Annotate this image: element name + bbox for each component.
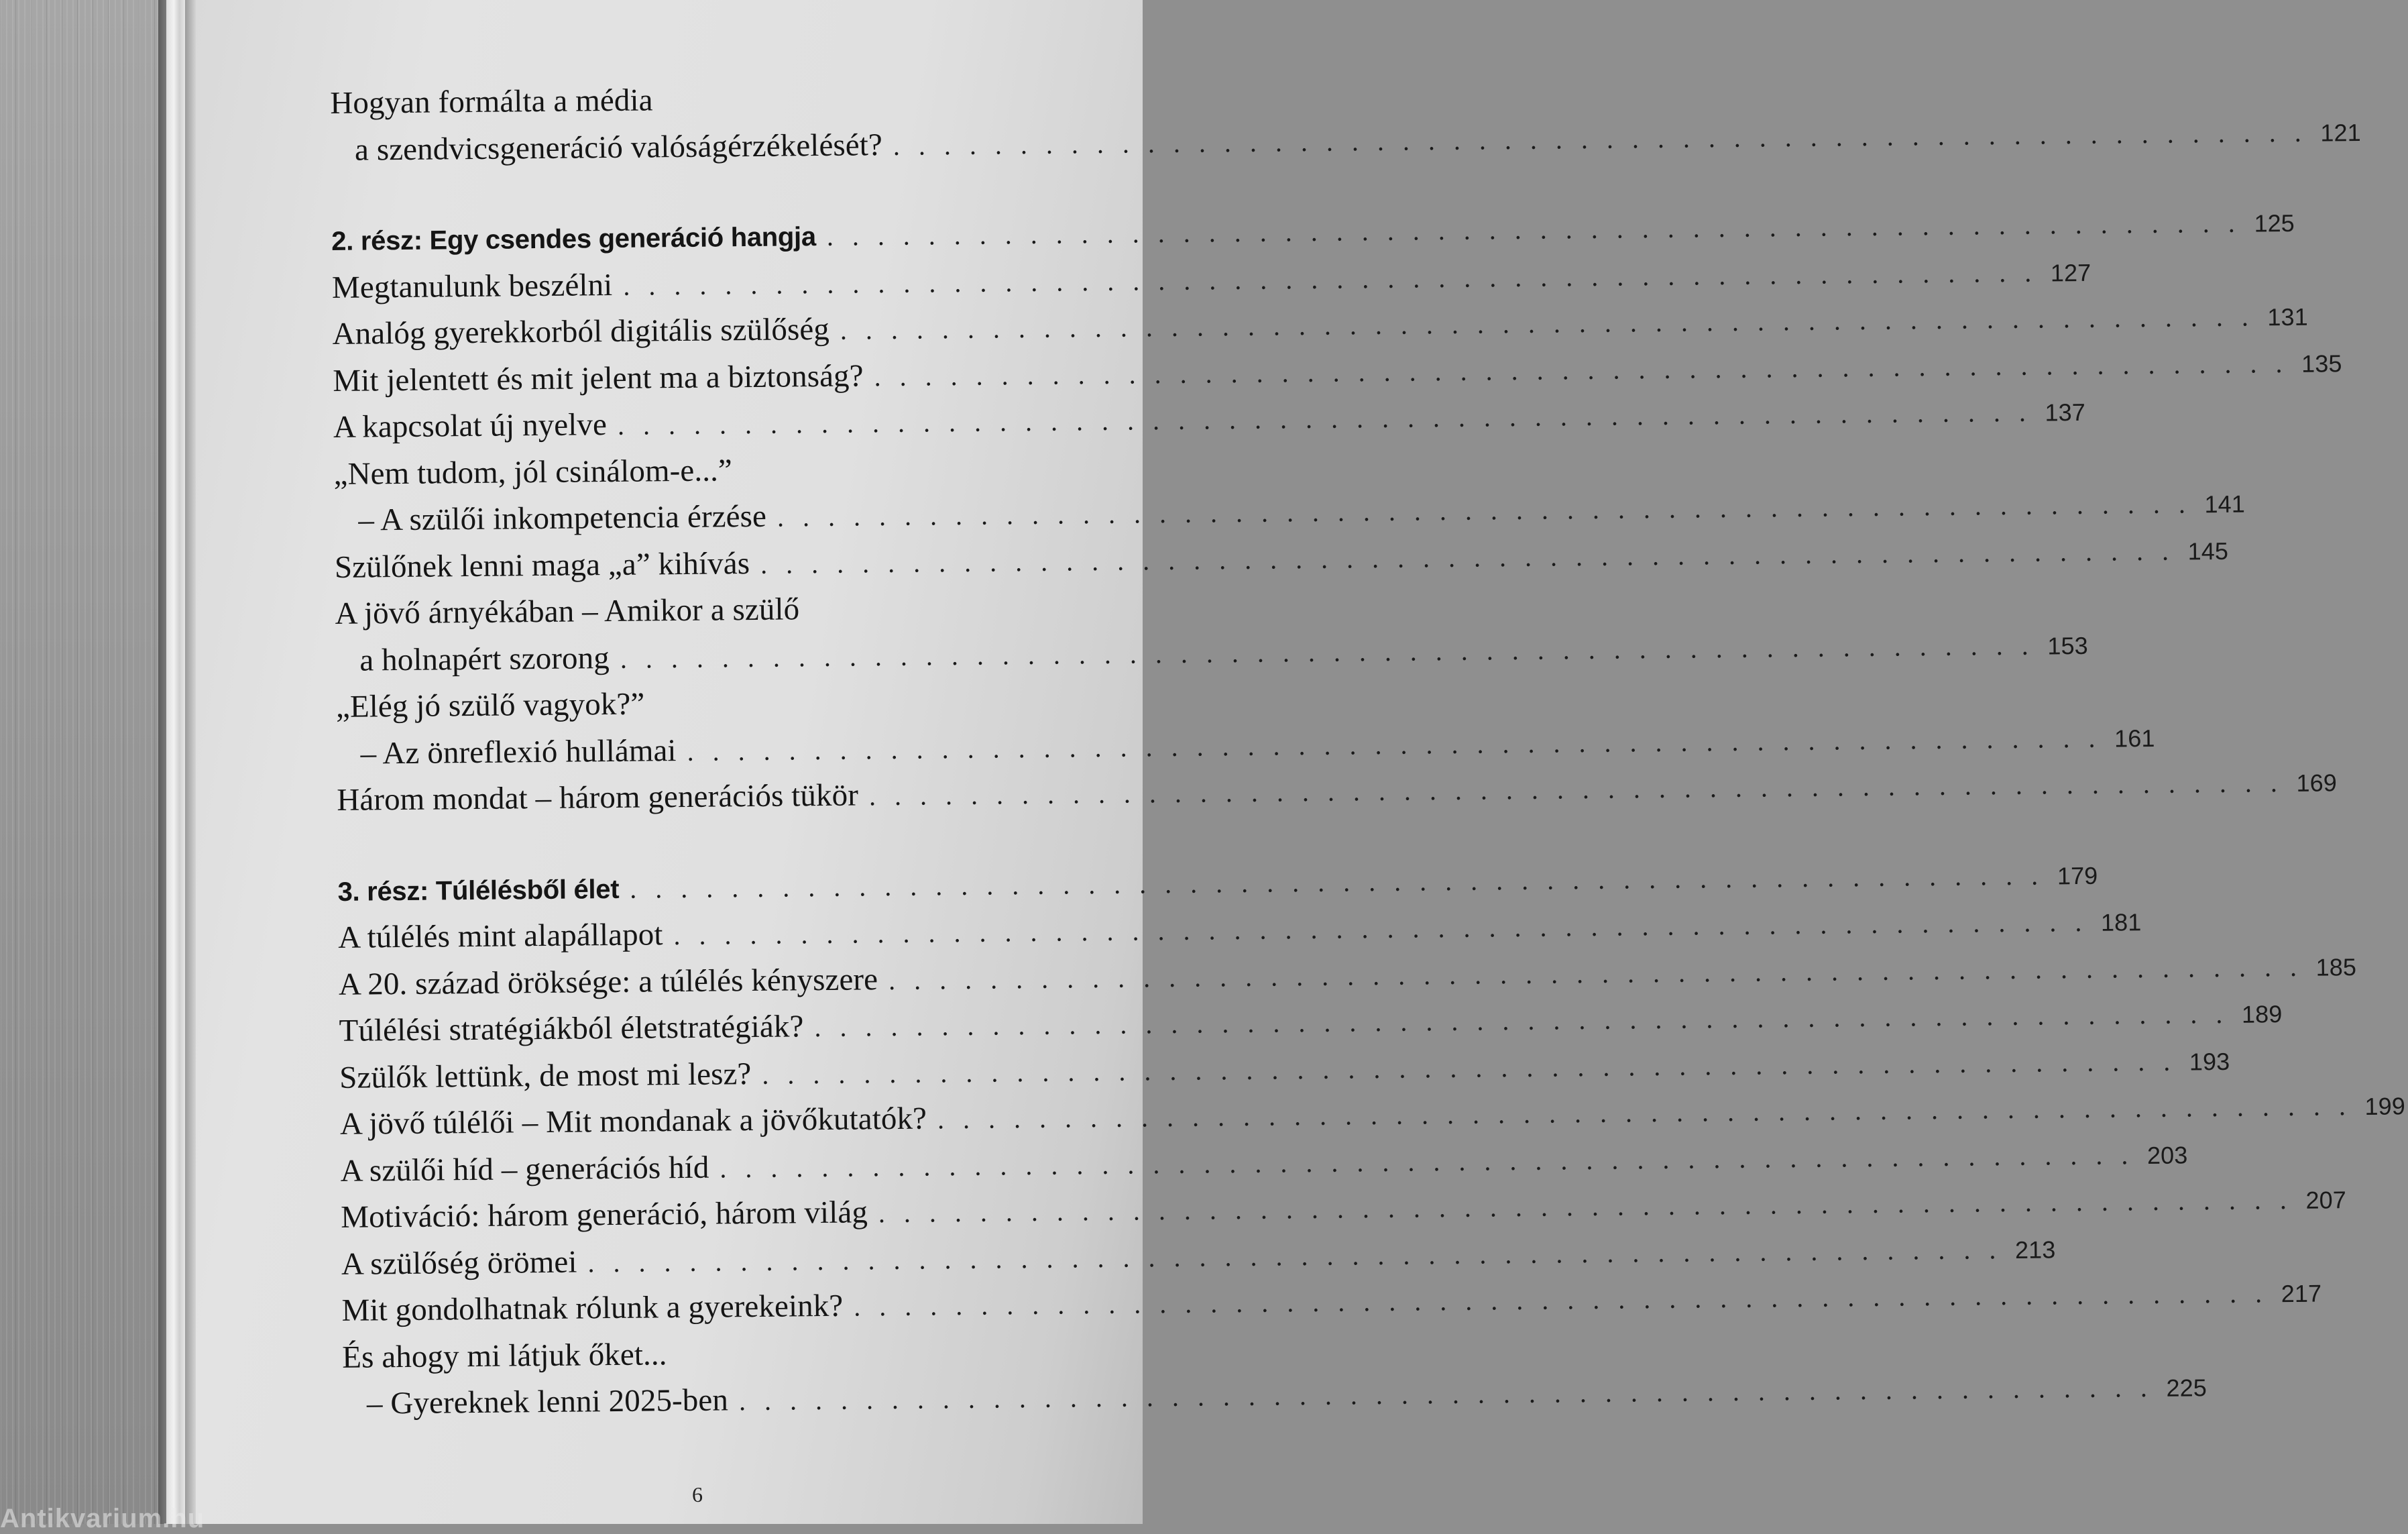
page-gutter bbox=[185, 0, 196, 1524]
toc-page-number: 207 bbox=[2305, 1186, 2347, 1214]
toc-page-number: 137 bbox=[2045, 398, 2086, 427]
toc-entry-title: Megtanulunk beszélni bbox=[331, 267, 613, 305]
toc-page-number: 181 bbox=[2100, 908, 2142, 936]
toc-entry-title-continued: – A szülői inkompetencia érzése bbox=[358, 498, 767, 538]
toc-entry-title-continued: a holnapért szorong bbox=[359, 640, 610, 678]
dot-leader: . . . . . . . . . . . . . . . . . . . . . . . . . . . . . . . . . . . . . . . . . . . . . . . . . . . . . . . . bbox=[868, 767, 2284, 812]
dot-leader: . . . . . . . . . . . . . . . . . . . . . . . . . . . . . . . . . . . . . . . . . . . . . . . . . . . . . . . . bbox=[587, 1234, 2002, 1278]
toc-page-number: 153 bbox=[2047, 631, 2088, 659]
page-edge-shadow bbox=[158, 0, 166, 1524]
dot-leader: . . . . . . . . . . . . . . . . . . . . . . . . . . . . . . . . . . . . . . . . . . . . . . . . . . . . . . . . bbox=[826, 207, 2241, 252]
page-stack-edge bbox=[166, 0, 185, 1524]
toc-entry-title: Szülőnek lenni maga „a” kihívás bbox=[334, 545, 750, 585]
page-folio-number: 6 bbox=[692, 1482, 703, 1506]
part-title: 2. rész: Egy csendes generáció hangja bbox=[331, 222, 817, 256]
toc-entry-title: Analóg gyerekkorból digitális szülőség bbox=[332, 311, 830, 351]
toc-page-number: 161 bbox=[2114, 724, 2155, 752]
book-spine-binding bbox=[0, 0, 158, 1524]
toc-entry-title: A jövő árnyékában – Amikor a szülő bbox=[335, 592, 800, 631]
toc-entry-title: Mit jelentett és mit jelent ma a biztonság? bbox=[333, 358, 864, 398]
toc-page-number: 199 bbox=[2364, 1092, 2406, 1120]
dot-leader: . . . . . . . . . . . . . . . . . . . . . . . . . . . . . . . . . . . . . . . . . . . . . . . . . . . . . . . . bbox=[878, 1184, 2293, 1229]
dot-leader: . . . . . . . . . . . . . . . . . . . . . . . . . . . . . . . . . . . . . . . . . . . . . . . . . . . . . . . . bbox=[840, 301, 2255, 345]
part-title: 3. rész: Túlélésből élet bbox=[337, 874, 620, 907]
toc-entry-title-continued: – Gyereknek lenni 2025-ben bbox=[366, 1382, 729, 1421]
dot-leader: . . . . . . . . . . . . . . . . . . . . . . . . . . . . . . . . . . . . . . . . . . . . . . . . . . . . . . . . bbox=[720, 1139, 2134, 1183]
toc-page-number: 141 bbox=[2204, 490, 2246, 518]
toc-page-number: 179 bbox=[2057, 861, 2098, 889]
dot-leader: . . . . . . . . . . . . . . . . . . . . . . . . . . . . . . . . . . . . . . . . . . . . . . . . . . . . . . . . bbox=[777, 488, 2192, 533]
dot-leader: . . . . . . . . . . . . . . . . . . . . . . . . . . . . . . . . . . . . . . . . . . . . . . . . . . . . . . . . bbox=[893, 117, 2307, 161]
dot-leader: . . . . . . . . . . . . . . . . . . . . . . . . . . . . . . . . . . . . . . . . . . . . . . . . . . . . . . . . bbox=[687, 722, 2102, 767]
toc-page-number: 213 bbox=[2014, 1235, 2056, 1264]
toc-entry-title: Túlélési stratégiákból életstratégiák? bbox=[339, 1009, 804, 1048]
dot-leader: . . . . . . . . . . . . . . . . . . . . . . . . . . . . . . . . . . . . . . . . . . . . . . . . . . . . . . . . bbox=[854, 1278, 2269, 1322]
toc-entry-title: A szülői híd – generációs híd bbox=[340, 1150, 709, 1189]
toc-entry-title: Három mondat – három generációs tükör bbox=[337, 777, 859, 818]
toc-entry-title: A 20. század öröksége: a túlélés kényszere bbox=[338, 961, 878, 1002]
toc-entry-title: És ahogy mi látjuk őket... bbox=[342, 1336, 667, 1375]
dot-leader: . . . . . . . . . . . . . . . . . . . . . . . . . . . . . . . . . . . . . . . . . . . . . . . . . . . . . . . . bbox=[760, 535, 2175, 580]
toc-page-number: 135 bbox=[2301, 349, 2342, 378]
dot-leader: . . . . . . . . . . . . . . . . . . . . . . . . . . . . . . . . . . . . . . . . . . . . . . . . . . . . . . . . bbox=[762, 1046, 2177, 1090]
toc-page-number: 169 bbox=[2296, 769, 2338, 797]
toc-page-number: 185 bbox=[2315, 952, 2357, 981]
dot-leader: . . . . . . . . . . . . . . . . . . . . . . . . . . . . . . . . . . . . . . . . . . . . . . . . . . . . . . . . bbox=[814, 998, 2229, 1043]
toc-page-number: 203 bbox=[2146, 1140, 2188, 1169]
toc-entry-title: A szülőség örömei bbox=[341, 1244, 577, 1282]
toc-page-number: 121 bbox=[2320, 118, 2361, 147]
dot-leader: . . . . . . . . . . . . . . . . . . . . . . . . . . . . . . . . . . . . . . . . . . . . . . . . . . . . . . . . bbox=[888, 951, 2303, 995]
toc-entry-title: A túlélés mint alapállapot bbox=[338, 917, 663, 955]
toc-entry-title-continued: a szendvicsgeneráció valóságérzékelését? bbox=[354, 127, 883, 168]
toc-entry-title: A kapcsolat új nyelve bbox=[333, 407, 608, 445]
toc-entry bbox=[333, 442, 2246, 545]
dot-leader: . . . . . . . . . . . . . . . . . . . . . . . . . . . . . . . . . . . . . . . . . . . . . . . . . . . . . . . . bbox=[673, 906, 2088, 951]
toc-page-number: 217 bbox=[2281, 1279, 2322, 1308]
toc-page-number: 145 bbox=[2187, 537, 2229, 565]
dot-leader: . . . . . . . . . . . . . . . . . . . . . . . . . . . . . . . . . . . . . . . . . . . . . . . . . . . . . . . . bbox=[738, 1372, 2154, 1417]
watermark-text: Antikvarium.hu bbox=[0, 1504, 205, 1533]
toc-page-number: 189 bbox=[2241, 1000, 2283, 1028]
toc-entry bbox=[330, 71, 2361, 174]
dot-leader: . . . . . . . . . . . . . . . . . . . . . . . . . . . . . . . . . . . . . . . . . . . . . . . . . . . . . . . . bbox=[629, 860, 2045, 904]
toc-entry-title-continued: – Az önreflexió hullámai bbox=[360, 732, 677, 771]
toc-entry-title: Hogyan formálta a média bbox=[330, 83, 653, 121]
toc-entry bbox=[337, 767, 2338, 824]
book-page bbox=[196, 0, 2406, 1524]
toc-entry-title: A jövő túlélői – Mit mondanak a jövőkutatók? bbox=[339, 1101, 927, 1142]
toc-entry-title: Szülők lettünk, de most mi lesz? bbox=[339, 1056, 752, 1095]
dot-leader: . . . . . . . . . . . . . . . . . . . . . . . . . . . . . . . . . . . . . . . . . . . . . . . . . . . . . . . . bbox=[874, 347, 2289, 392]
toc-page-number: 127 bbox=[2050, 258, 2091, 286]
toc-page-number: 225 bbox=[2166, 1374, 2208, 1402]
toc-page-number: 125 bbox=[2254, 209, 2295, 237]
toc-entry-title: „Elég jó szülő vagyok?” bbox=[335, 686, 645, 724]
toc-entry-title: Motiváció: három generáció, három világ bbox=[341, 1195, 868, 1235]
table-of-contents bbox=[330, 71, 2406, 1427]
dot-leader: . . . . . . . . . . . . . . . . . . . . . . . . . . . . . . . . . . . . . . . . . . . . . . . . . . . . . . . . bbox=[623, 257, 2038, 301]
toc-page-number: 193 bbox=[2189, 1047, 2230, 1075]
toc-entry bbox=[342, 1325, 2208, 1428]
toc-entry bbox=[335, 582, 2088, 684]
toc-entry-title: Mit gondolhatnak rólunk a gyerekeink? bbox=[341, 1288, 844, 1328]
dot-leader: . . . . . . . . . . . . . . . . . . . . . . . . . . . . . . . . . . . . . . . . . . . . . . . . . . . . . . . . bbox=[620, 630, 2034, 674]
toc-entry-title: „Nem tudom, jól csinálom-e...” bbox=[333, 452, 733, 492]
toc-entry bbox=[335, 675, 2155, 777]
toc-page-number: 131 bbox=[2267, 303, 2309, 331]
dot-leader: . . . . . . . . . . . . . . . . . . . . . . . . . . . . . . . . . . . . . . . . . . . . . . . . . . . . . . . . bbox=[617, 396, 2032, 441]
dot-leader: . . . . . . . . . . . . . . . . . . . . . . . . . . . . . . . . . . . . . . . . . . . . . . . . . . . . . . . . bbox=[937, 1091, 2352, 1135]
